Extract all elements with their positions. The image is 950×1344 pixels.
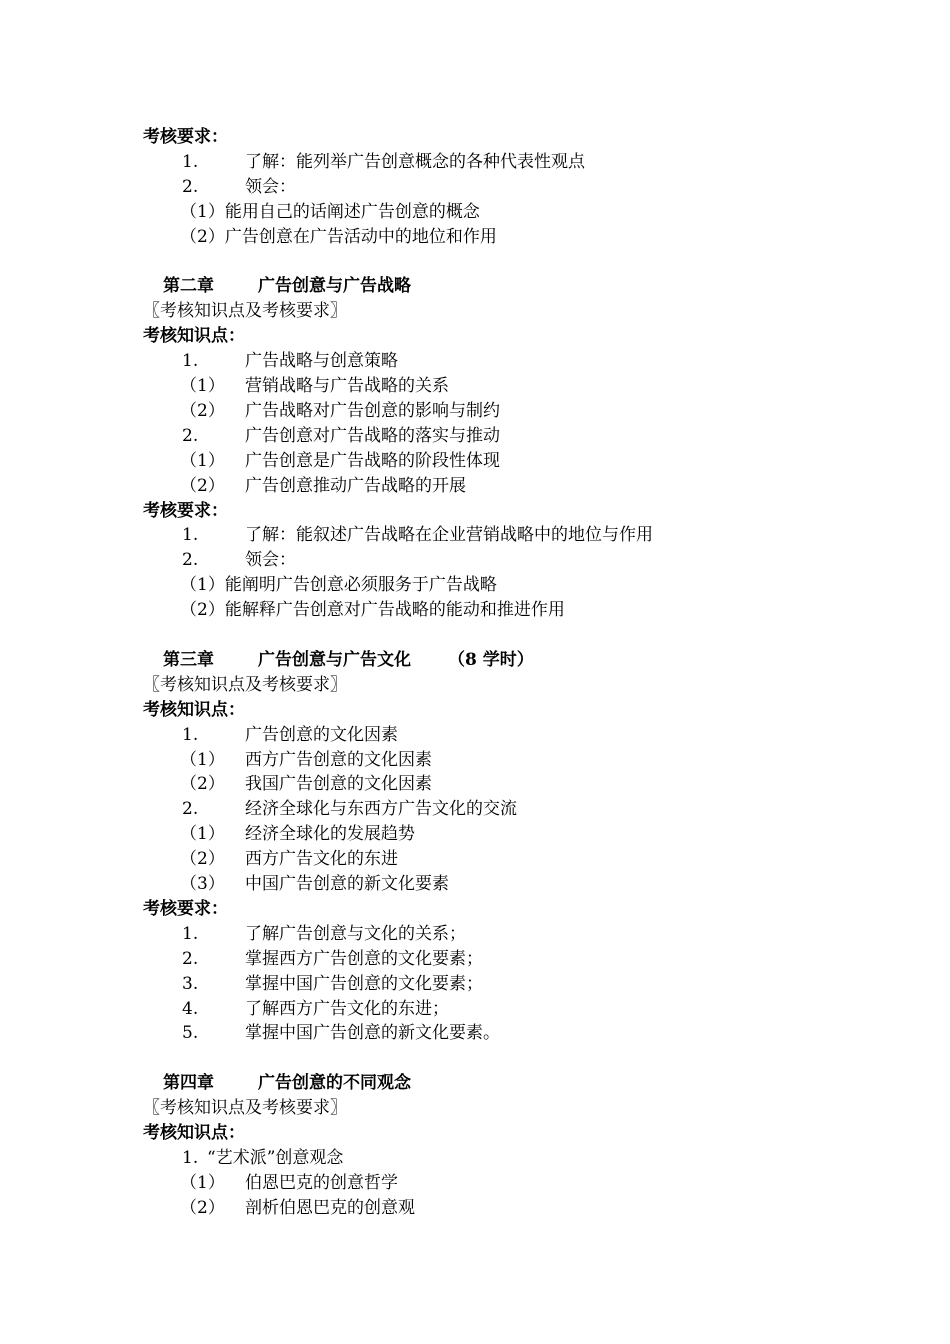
item-text: 了解：能叙述广告战略在企业营销战略中的地位与作用: [245, 525, 653, 545]
chapter-hours: （8 学时）: [448, 650, 534, 670]
item-text: 广告战略与创意策略: [245, 351, 398, 371]
chapter-number: 第四章: [163, 1073, 214, 1093]
sub-text: 中国广告创意的新文化要素: [245, 874, 449, 894]
item-number: 1.: [182, 351, 199, 371]
item-text: 广告创意对广告战略的落实与推动: [245, 426, 500, 446]
heading-text: 考核知识点：: [143, 700, 245, 720]
item-number: 2.: [182, 550, 199, 570]
item-number: 1.: [182, 525, 199, 545]
sub-text: （2）广告创意在广告活动中的地位和作用: [180, 227, 497, 247]
heading-text: 考核知识点：: [143, 326, 245, 346]
sub-text: （1）能阐明广告创意必须服务于广告战略: [180, 575, 497, 595]
heading-text: 考核知识点：: [143, 1123, 245, 1143]
heading-text: 考核要求：: [143, 501, 228, 521]
sub-text: 我国广告创意的文化因素: [245, 774, 432, 794]
item-text: 了解：能列举广告创意概念的各种代表性观点: [245, 152, 585, 172]
sub-text: 伯恩巴克的创意哲学: [245, 1173, 398, 1193]
item-text: “艺术派”创意观念: [207, 1148, 344, 1168]
item-number: 1.: [182, 1148, 199, 1168]
sub-text: 剖析伯恩巴克的创意观: [245, 1198, 415, 1218]
item-number: 1.: [182, 725, 199, 745]
item-number: 2.: [182, 426, 199, 446]
item-number: 2.: [182, 177, 199, 197]
item-number: 2.: [182, 799, 199, 819]
sub-text: （2）能解释广告创意对广告战略的能动和推进作用: [180, 600, 565, 620]
item-number: 5.: [182, 1023, 199, 1043]
item-number: 1.: [182, 152, 199, 172]
item-text: 掌握中国广告创意的新文化要素。: [245, 1023, 500, 1043]
sub-number: （1）: [180, 451, 225, 471]
sub-number: （1）: [180, 376, 225, 396]
sub-number: （1）: [180, 750, 225, 770]
chapter-name: 广告创意的不同观念: [258, 1073, 411, 1093]
item-text: 掌握西方广告创意的文化要素；: [245, 949, 483, 969]
sub-number: （2）: [180, 476, 225, 496]
bracket-text: 〖考核知识点及考核要求〗: [143, 1098, 347, 1118]
item-text: 领会：: [245, 550, 296, 570]
item-number: 3.: [182, 974, 199, 994]
heading-text: 考核要求：: [143, 127, 228, 147]
sub-number: （1）: [180, 1173, 225, 1193]
sub-number: （2）: [180, 849, 225, 869]
chapter-name: 广告创意与广告战略: [258, 276, 411, 296]
bracket-text: 〖考核知识点及考核要求〗: [143, 675, 347, 695]
sub-number: （2）: [180, 401, 225, 421]
sub-text: 广告战略对广告创意的影响与制约: [245, 401, 500, 421]
item-text: 了解广告创意与文化的关系；: [245, 924, 466, 944]
chapter-number: 第三章: [163, 650, 214, 670]
sub-number: （2）: [180, 1198, 225, 1218]
sub-text: （1）能用自己的话阐述广告创意的概念: [180, 202, 480, 222]
sub-text: 西方广告创意的文化因素: [245, 750, 432, 770]
heading-text: 考核要求：: [143, 899, 228, 919]
sub-text: 营销战略与广告战略的关系: [245, 376, 449, 396]
item-text: 掌握中国广告创意的文化要素；: [245, 974, 483, 994]
item-number: 1.: [182, 924, 199, 944]
item-text: 了解西方广告文化的东进；: [245, 999, 449, 1019]
chapter-number: 第二章: [163, 276, 214, 296]
sub-text: 西方广告文化的东进: [245, 849, 398, 869]
sub-number: （3）: [180, 874, 225, 894]
item-text: 领会：: [245, 177, 296, 197]
sub-number: （2）: [180, 774, 225, 794]
sub-number: （1）: [180, 824, 225, 844]
item-number: 4.: [182, 999, 199, 1019]
item-number: 2.: [182, 949, 199, 969]
bracket-text: 〖考核知识点及考核要求〗: [143, 301, 347, 321]
sub-text: 广告创意推动广告战略的开展: [245, 476, 466, 496]
sub-text: 广告创意是广告战略的阶段性体现: [245, 451, 500, 471]
item-text: 广告创意的文化因素: [245, 725, 398, 745]
item-text: 经济全球化与东西方广告文化的交流: [245, 799, 517, 819]
sub-text: 经济全球化的发展趋势: [245, 824, 415, 844]
chapter-name: 广告创意与广告文化: [258, 650, 411, 670]
